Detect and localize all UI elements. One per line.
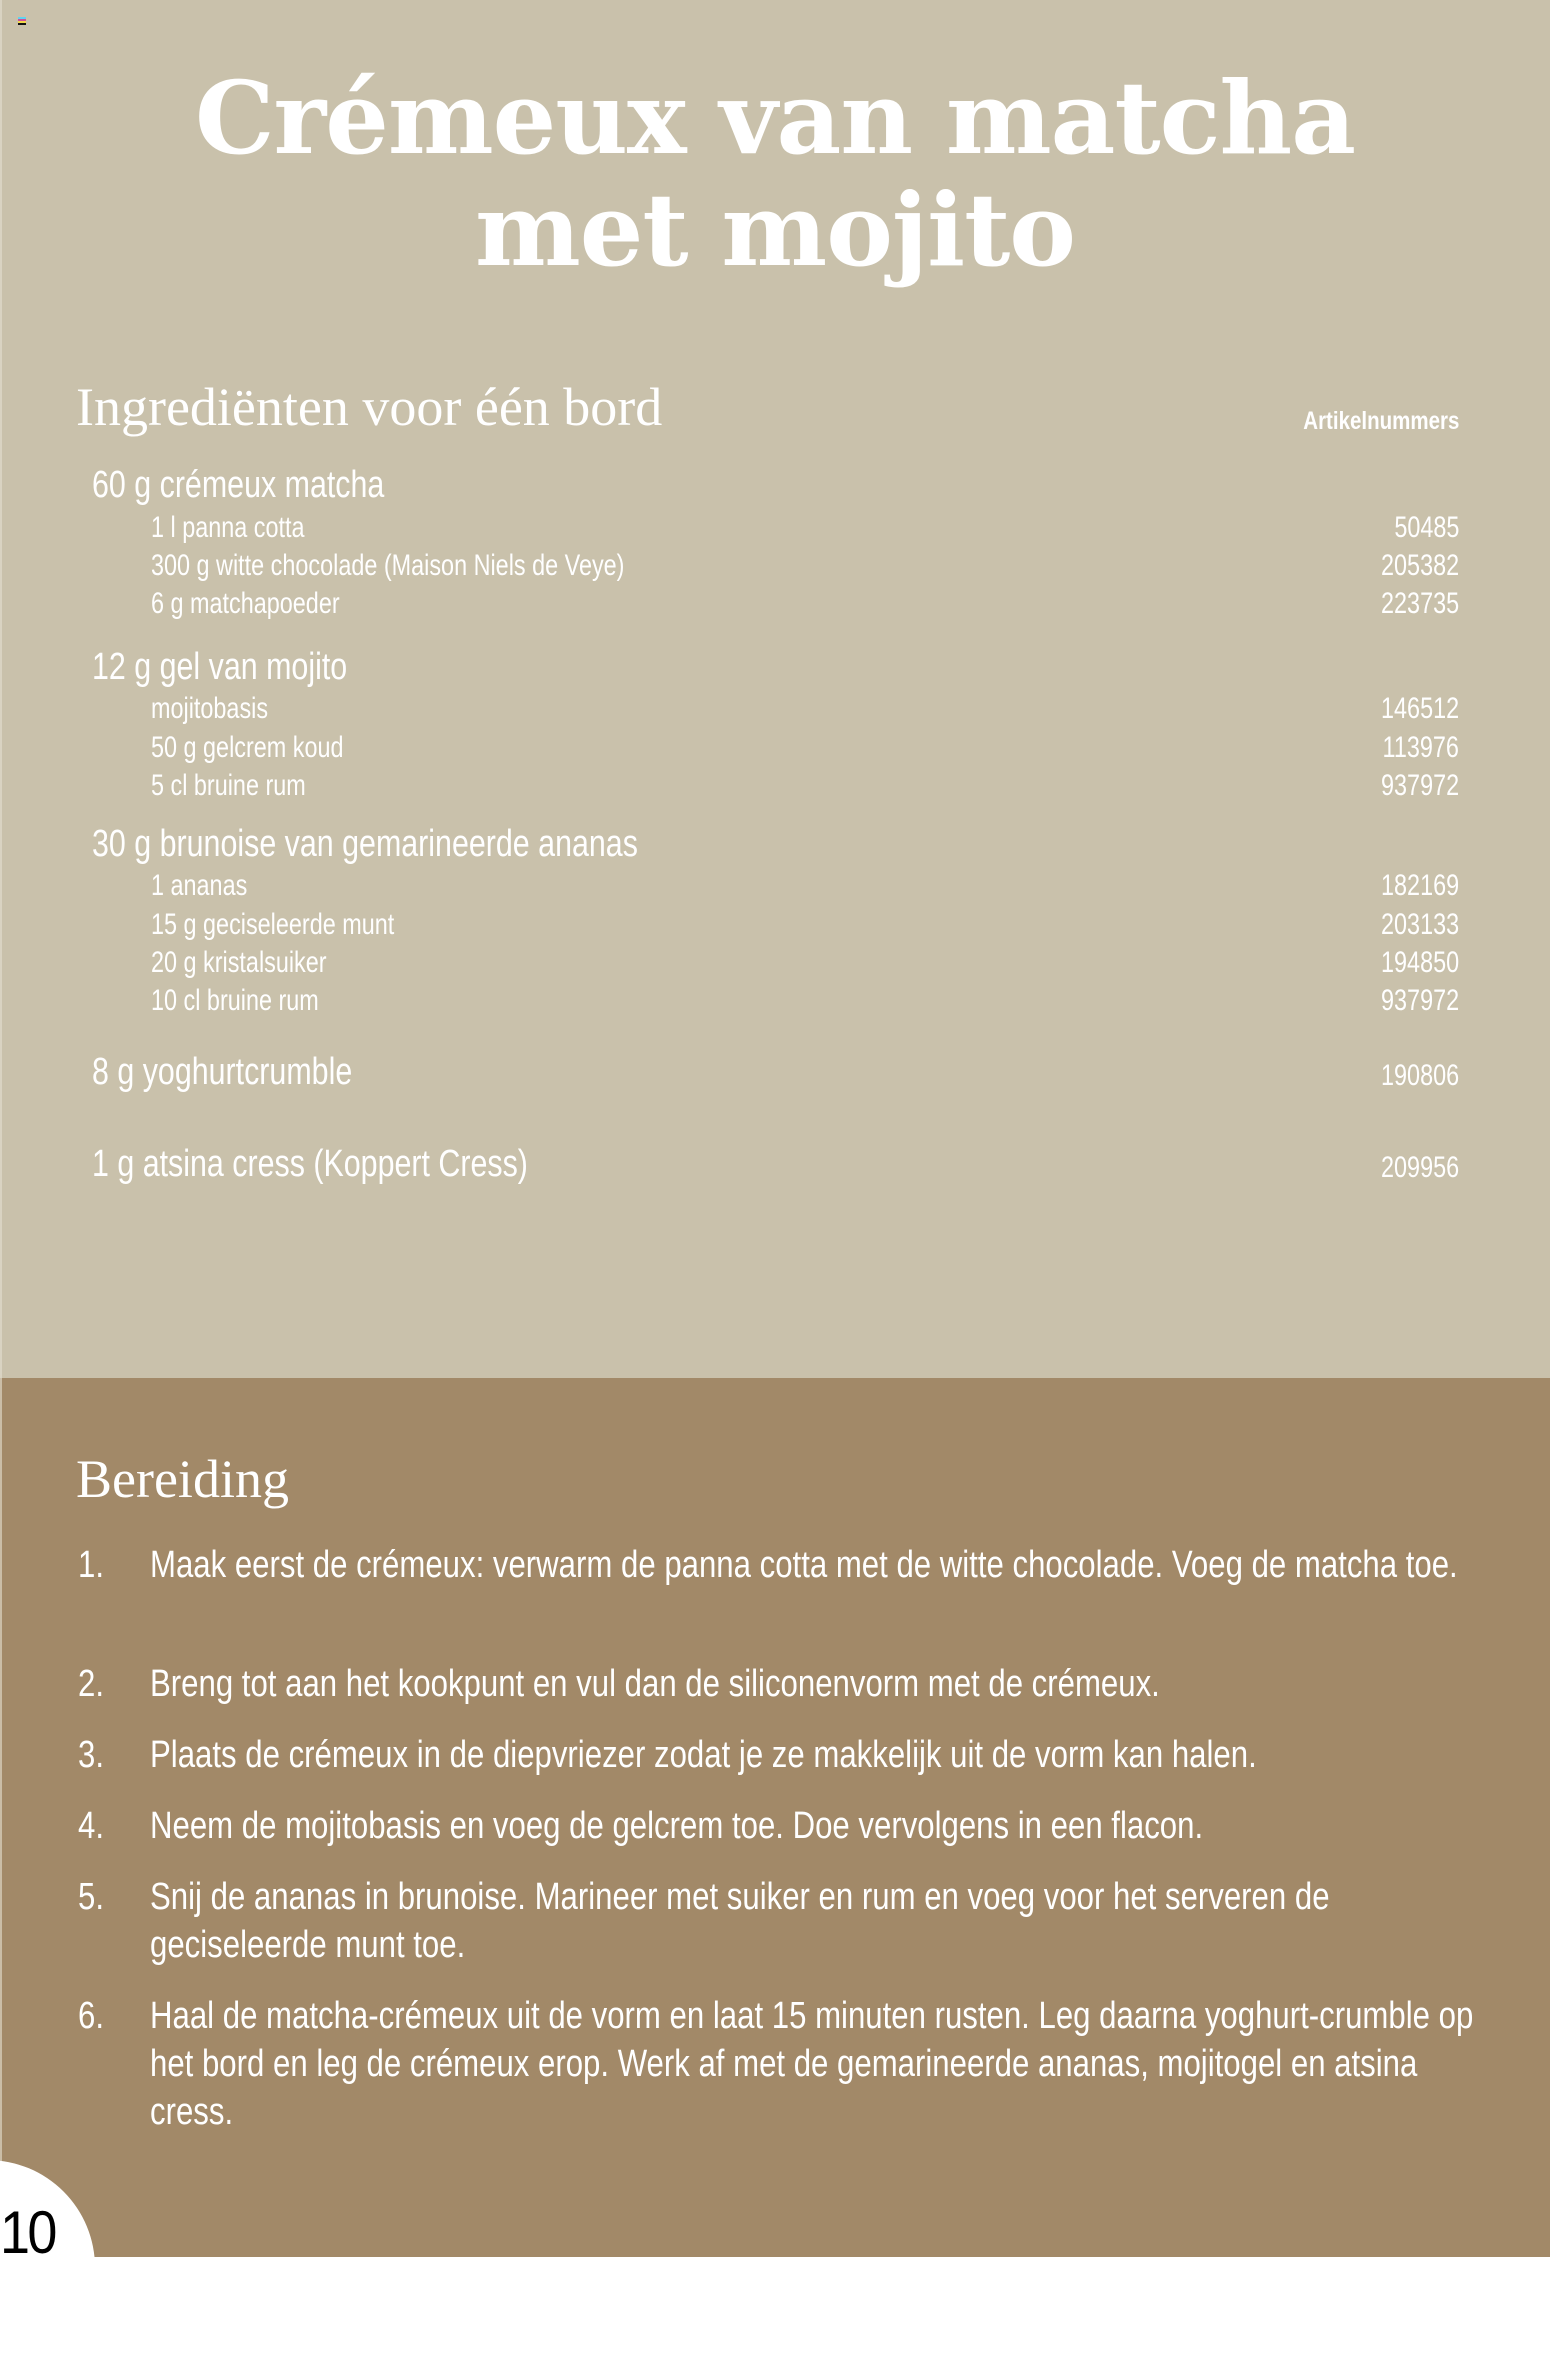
step-text: Maak eerst de crémeux: verwarm de panna cotta met de witte chocolade. Voeg de matcha toe. — [150, 1544, 1458, 1586]
recipe-title-line-1: Crémeux van matcha — [194, 59, 1356, 177]
ingredient-label: 1 ananas — [151, 869, 248, 902]
step-text: Breng tot aan het kookpunt en vul dan de siliconenvorm met de crémeux. — [150, 1663, 1160, 1705]
ingredients-heading: Ingrediënten voor één bord — [76, 377, 663, 437]
step-number: 4. — [78, 1805, 104, 1847]
article-number: 223735 — [1380, 587, 1459, 620]
article-number: 205382 — [1380, 549, 1459, 582]
article-number: 203133 — [1380, 908, 1459, 941]
article-number: 146512 — [1380, 692, 1459, 725]
step-text: Neem de mojitobasis en voeg de gelcrem toe. Doe vervolgens in een flacon. — [150, 1805, 1204, 1847]
ingredient-label: mojitobasis — [151, 692, 269, 725]
page-number: 10 — [0, 2199, 55, 2266]
ingredient-group-label: 12 g gel van mojito — [92, 646, 348, 688]
ingredient-label: 50 g gelcrem koud — [151, 731, 344, 764]
step-number: 1. — [78, 1544, 104, 1586]
step-number: 5. — [78, 1876, 104, 1918]
step-text: Haal de matcha-crémeux uit de vorm en laat 15 minuten rusten. Leg daarna yoghurt-crumble op het bord en leg de crémeux erop. Werk af met de gemarineerde ananas, mojitogel en atsina cress. — [150, 1995, 1474, 2133]
step-text: Snij de ananas in brunoise. Marineer met suiker en rum en voeg voor het serveren de geciseleerde munt toe. — [150, 1876, 1330, 1966]
ingredient-label: 5 cl bruine rum — [151, 769, 306, 802]
ingredient-label: 1 l panna cotta — [151, 511, 305, 544]
article-number: 937972 — [1380, 769, 1459, 802]
article-number: 182169 — [1380, 869, 1459, 902]
ingredient-label: 10 cl bruine rum — [151, 984, 319, 1017]
page-edge — [0, 0, 2, 2257]
ingredient-label: 6 g matchapoeder — [151, 587, 340, 620]
ingredient-group-label: 1 g atsina cress (Koppert Cress) — [92, 1143, 528, 1185]
article-number: 194850 — [1380, 946, 1459, 979]
article-number: 209956 — [1380, 1151, 1459, 1184]
ingredient-label: 15 g geciseleerde munt — [151, 908, 395, 941]
ingredient-label: 300 g witte chocolade (Maison Niels de Veye) — [151, 549, 625, 582]
article-number: 50485 — [1393, 511, 1459, 544]
article-number: 113976 — [1382, 731, 1459, 764]
ingredient-group-label: 60 g crémeux matcha — [92, 464, 385, 506]
article-numbers-header: Artikelnummers — [1302, 407, 1459, 435]
step-number: 6. — [78, 1995, 104, 2037]
preparation-heading: Bereiding — [76, 1449, 289, 1509]
ingredient-group-label: 30 g brunoise van gemarineerde ananas — [92, 823, 638, 865]
recipe-title-line-2: met mojito — [474, 171, 1075, 289]
step-number: 3. — [78, 1734, 104, 1776]
ingredient-label: 20 g kristalsuiker — [151, 946, 327, 979]
article-number: 190806 — [1380, 1059, 1459, 1092]
step-number: 2. — [78, 1663, 104, 1705]
print-registration-mark-icon — [18, 17, 26, 27]
article-number: 937972 — [1380, 984, 1459, 1017]
step-text: Plaats de crémeux in de diepvriezer zodat je ze makkelijk uit de vorm kan halen. — [150, 1734, 1257, 1776]
ingredient-group-label: 8 g yoghurtcrumble — [92, 1051, 353, 1093]
